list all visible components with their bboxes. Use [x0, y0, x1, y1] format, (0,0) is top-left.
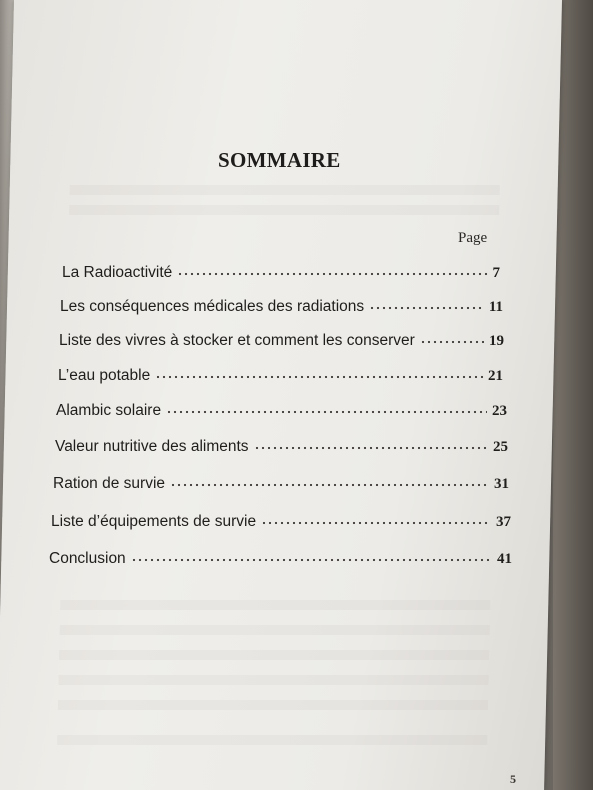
show-through-text: [70, 185, 500, 195]
show-through-text: [58, 675, 488, 685]
dot-leader: [369, 293, 484, 311]
toc-entry: [62, 259, 500, 281]
dot-leader: [420, 327, 484, 345]
page-column-label: Page: [458, 230, 488, 246]
toc-entry-page: 41: [497, 551, 512, 567]
toc-entry: [55, 433, 508, 455]
dot-leader: [170, 470, 489, 488]
show-through-text: [60, 600, 490, 610]
toc-entry: [58, 362, 503, 384]
toc-entry-page: 11: [488, 299, 503, 315]
dot-leader: [261, 508, 491, 526]
toc-entry: [53, 470, 509, 492]
toc-entry: [51, 508, 511, 530]
show-through-text: [69, 205, 499, 215]
toc-entry-label: Valeur nutritive des aliments: [55, 438, 249, 455]
toc-entry-page: 31: [494, 476, 509, 492]
toc-entry-page: 19: [489, 333, 504, 349]
toc-entry-page: 25: [493, 439, 508, 455]
toc-entry-page: 23: [492, 403, 507, 419]
page-title: SOMMAIRE: [218, 148, 341, 172]
dot-leader: [254, 433, 488, 451]
toc-entry-label: L’eau potable: [58, 367, 151, 384]
toc-entry-page: 37: [496, 514, 511, 530]
toc-entry-page: 21: [488, 368, 503, 384]
toc-entry-label: La Radioactivité: [62, 264, 173, 281]
page-number: 5: [510, 772, 516, 786]
dot-leader: [166, 397, 487, 415]
dot-leader: [131, 545, 492, 563]
show-through-text: [57, 735, 487, 745]
toc-entry-label: Ration de survie: [53, 475, 166, 492]
show-through-text: [59, 650, 489, 660]
dot-leader: [155, 362, 483, 380]
show-through-text: [60, 625, 490, 635]
toc-entry-page: 7: [492, 265, 500, 281]
toc-entry-label: Conclusion: [49, 550, 126, 567]
toc-entry: [49, 545, 512, 567]
dot-leader: [177, 259, 487, 277]
toc-entry: [56, 397, 507, 419]
toc-entry-label: Les conséquences médicales des radiations: [60, 298, 365, 315]
toc-entry-label: Liste d’équipements de survie: [51, 513, 257, 530]
toc-entry-label: Alambic solaire: [56, 402, 162, 419]
show-through-text: [58, 700, 488, 710]
toc-entry-label: Liste des vivres à stocker et comment les conserver: [59, 332, 415, 349]
toc-entry: [59, 327, 504, 349]
toc-entry: [60, 293, 503, 315]
